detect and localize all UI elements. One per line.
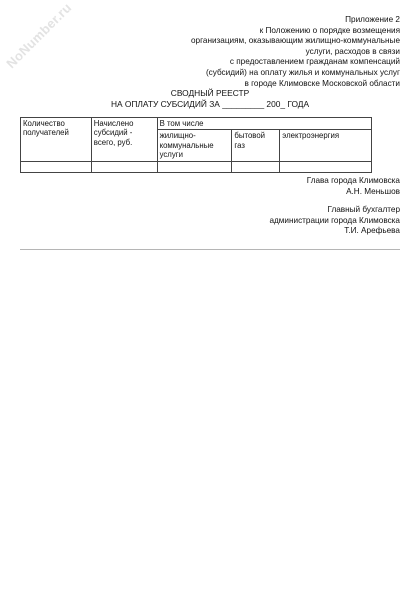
registry-table xyxy=(20,117,372,173)
header-accrued: Начислено субсидий - всего, руб. xyxy=(91,118,157,162)
table-cell xyxy=(91,161,157,172)
subheader-housing: жилищно-коммунальные услуги xyxy=(157,130,232,161)
head-title: Глава города Климовска xyxy=(306,176,400,185)
head-name: А.Н. Меньшов xyxy=(346,186,400,196)
table-cell xyxy=(280,161,372,172)
table-cell xyxy=(232,161,280,172)
header-recipients: Количество получателей xyxy=(21,118,92,162)
header-including: В том числе xyxy=(157,118,371,130)
divider-line xyxy=(20,249,400,250)
accountant-title: Главный бухгалтер xyxy=(327,205,400,214)
title-line-2: НА ОПЛАТУ СУБСИДИЙ ЗА _________ 200_ ГОДА xyxy=(110,98,310,109)
watermark-logo: NoNumber.ru xyxy=(3,0,75,72)
head-signature xyxy=(180,176,400,197)
appendix-note xyxy=(140,15,400,89)
appendix-line: (субсидий) на оплату жилья и коммунальных услуг xyxy=(205,67,400,77)
appendix-line: в городе Климовске Московской области xyxy=(244,78,400,88)
appendix-line: Приложение 2 xyxy=(345,15,400,24)
subheader-gas: бытовой газ xyxy=(232,130,280,161)
table-cell xyxy=(157,161,232,172)
appendix-line: организациям, оказывающим жилищно-коммунальные xyxy=(190,36,400,46)
appendix-line: услуги, расходов в связи xyxy=(305,46,400,56)
appendix-line: с предоставлением гражданам компенсаций xyxy=(229,57,400,67)
document-title xyxy=(0,88,420,109)
accountant-name: Т.И. Арефьева xyxy=(344,226,400,236)
table-row xyxy=(21,161,372,172)
table-cell xyxy=(21,161,92,172)
appendix-line: к Положению о порядке возмещения xyxy=(259,25,400,35)
accountant-org: администрации города Климовска xyxy=(269,215,400,225)
accountant-signature xyxy=(180,205,400,237)
subheader-electricity: электроэнергия xyxy=(280,130,372,161)
title-line-1: СВОДНЫЙ РЕЕСТР xyxy=(170,88,250,98)
table-header-row xyxy=(21,118,372,130)
